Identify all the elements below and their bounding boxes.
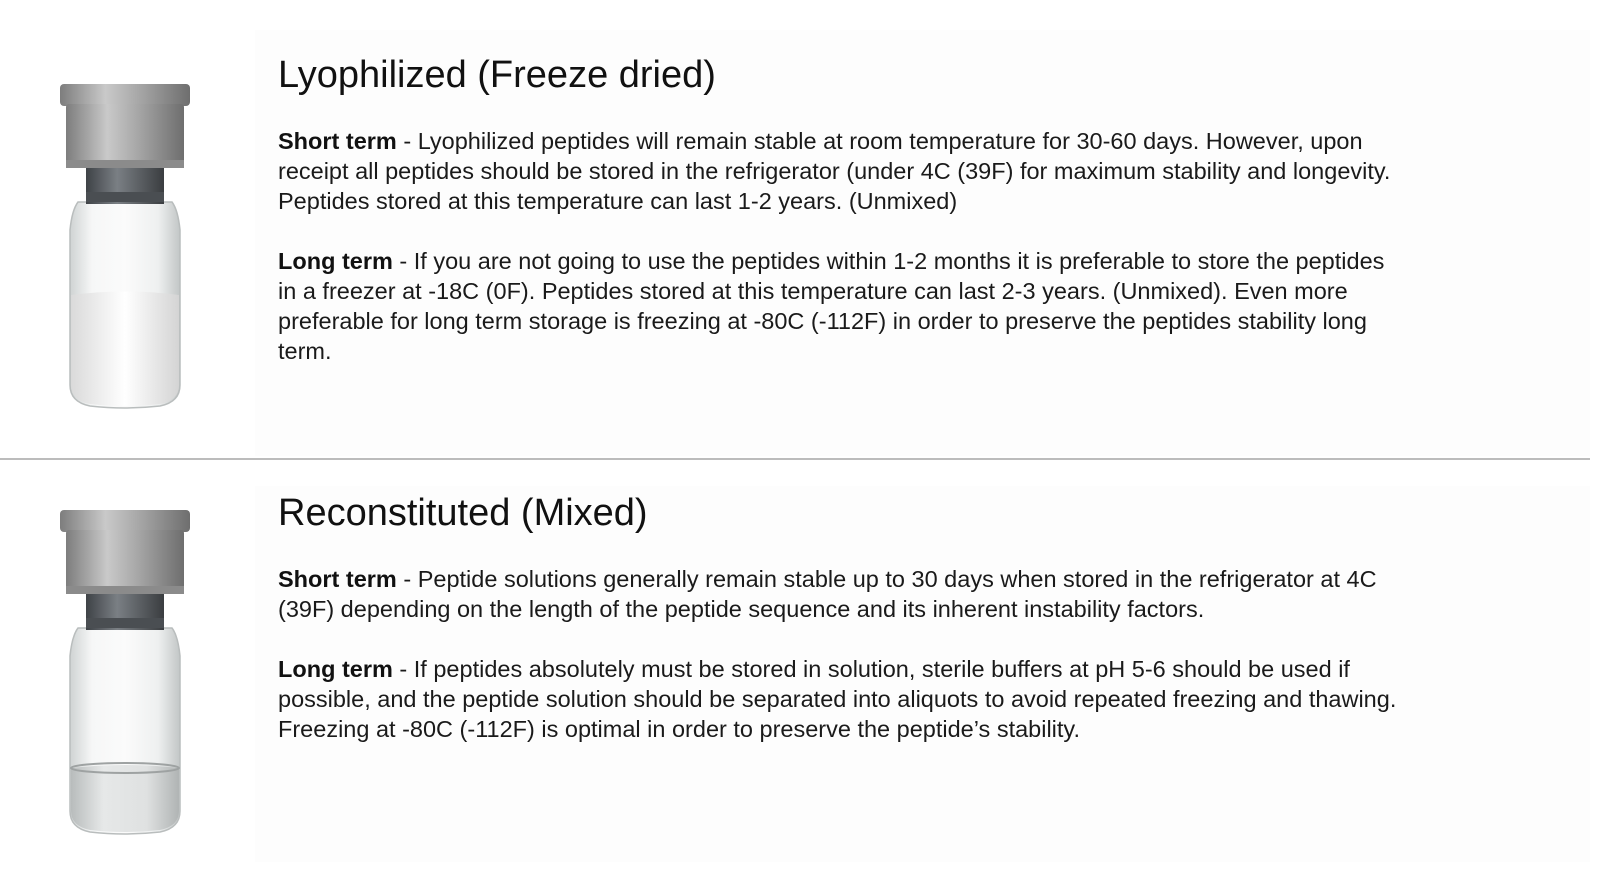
text-block: [278, 490, 1408, 774]
long-term-label: Long term: [278, 656, 393, 682]
short-term-label: Short term: [278, 566, 397, 592]
vial-liquid-icon: [50, 506, 200, 846]
long-term-text: - If you are not going to use the peptides within 1-2 months it is preferable to store the peptides in a freezer at -18C (0F). Peptides stored at this temperature can last 2-3 years. (Unmixed). Even more preferable for long term storage is freezing at -80C (-112F) in order to preserve the peptides stability long term.: [278, 248, 1385, 364]
short-term-text: - Peptide solutions generally remain stable up to 30 days when stored in the refrigerator at 4C (39F) depending on the length of the peptide sequence and its inherent instability factors.: [278, 566, 1377, 622]
section-title: Lyophilized (Freeze dried): [278, 54, 716, 96]
long-term-text: - If peptides absolutely must be stored in solution, sterile buffers at pH 5-6 should be used if possible, and the peptide solution should be separated into aliquots to avoid repeated freezing and thawing. Freezing at -80C (-112F) is optimal in order to preserve the peptide’s stability.: [278, 656, 1397, 742]
long-term-paragraph: [278, 246, 1408, 366]
short-term-text: - Lyophilized peptides will remain stable at room temperature for 30-60 days. However, upon receipt all peptides should be stored in the refrigerator (under 4C (39F) for maximum stability and longevity. Peptides stored at this temperature can last 1-2 years. (Unmixed): [278, 128, 1391, 214]
long-term-label: Long term: [278, 248, 393, 274]
vial-powder-icon: [50, 80, 200, 420]
short-term-label: Short term: [278, 128, 397, 154]
short-term-paragraph: [278, 564, 1408, 624]
long-term-paragraph: [278, 654, 1408, 744]
section-reconstituted: [0, 460, 1590, 878]
short-term-paragraph: [278, 126, 1408, 216]
text-block: [278, 52, 1408, 396]
section-title: Reconstituted (Mixed): [278, 492, 648, 534]
